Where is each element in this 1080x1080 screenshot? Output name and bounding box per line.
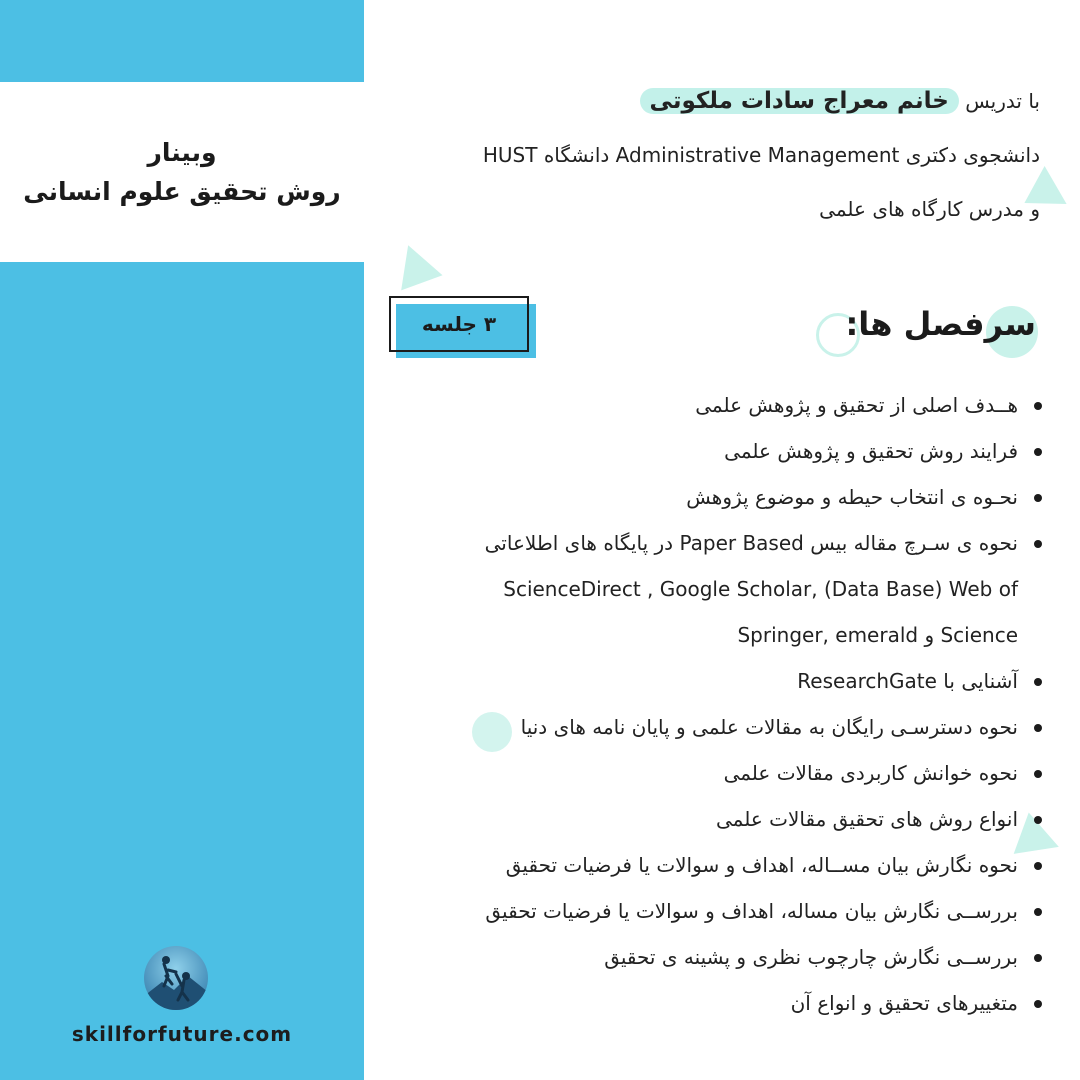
topics-list	[388, 382, 1018, 1026]
webinar-title: وبینار	[147, 138, 217, 167]
sessions-badge: ۳ جلسه	[389, 296, 529, 352]
list-item: آشنایی با ResearchGate	[388, 658, 1018, 704]
title-box	[0, 82, 364, 262]
list-item: متغییرهای تحقیق و انواع آن	[388, 980, 1018, 1026]
list-item-continuation: ScienceDirect , Google Scholar, (Data Base) Web of	[503, 577, 1018, 601]
instructor-prefix: با تدریس	[965, 89, 1040, 113]
instructor-role: و مدرس کارگاه های علمی	[819, 197, 1040, 221]
list-item	[388, 520, 1018, 658]
list-item: هــدف اصلی از تحقیق و پژوهش علمی	[388, 382, 1018, 428]
list-item: نحـوه ی انتخاب حیطه و موضوع پژوهش	[388, 474, 1018, 520]
webinar-subtitle: روش تحقیق علوم انسانی	[23, 177, 341, 206]
decor-triangle	[387, 238, 442, 291]
list-item: نحوه نگارش بیان مســاله، اهداف و سوالات یا فرضیات تحقیق	[388, 842, 1018, 888]
list-item: فرایند روش تحقیق و پژوهش علمی	[388, 428, 1018, 474]
instructor-name: خانم معراج سادات ملکوتی	[640, 88, 959, 114]
instructor-line-1	[340, 88, 1040, 114]
topics-heading: سرفصل ها:	[845, 305, 1036, 343]
instructor-degree: دانشجوی دکتری Administrative Management دانشگاه HUST	[482, 143, 1040, 167]
list-item: نحوه دسترسـی رایگان به مقالات علمی و پایان نامه های دنیا	[388, 704, 1018, 750]
website-link[interactable]: skillforfuture.com	[71, 1022, 293, 1046]
list-item: نحوه خوانش کاربردی مقالات علمی	[388, 750, 1018, 796]
list-item: بررســی نگارش بیان مساله، اهداف و سوالات یا فرضیات تحقیق	[388, 888, 1018, 934]
list-item: انواع روش های تحقیق مقالات علمی	[388, 796, 1018, 842]
list-item-continuation: Science و Springer, emerald	[737, 623, 1018, 647]
list-item-text: نحوه ی سـرچ مقاله بیس Paper Based در پایگاه های اطلاعاتی	[484, 531, 1018, 555]
list-item: بررســی نگارش چارچوب نظری و پشینه ی تحقیق	[388, 934, 1018, 980]
climbers-helping-icon	[144, 946, 208, 1010]
